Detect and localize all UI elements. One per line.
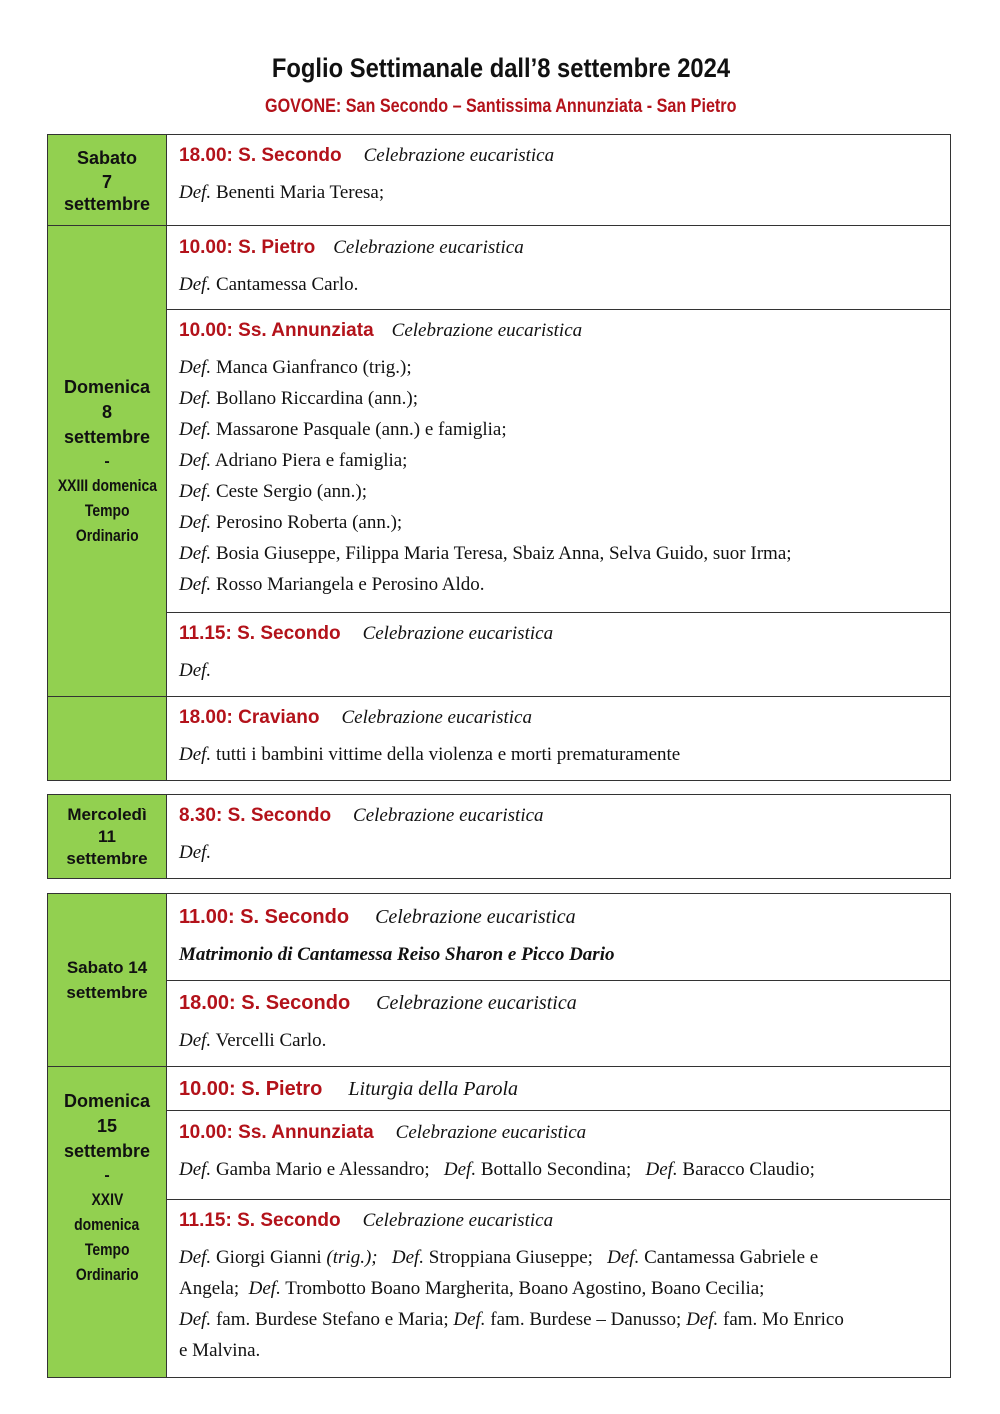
intention-text: fam. Burdese Stefano e Maria;: [215, 1309, 449, 1330]
event-time: 10.00: Ss. Annunziata: [179, 1122, 374, 1143]
page-subtitle: GOVONE: San Secondo – Santissima Annunziata - San Pietro: [265, 96, 737, 117]
def-label: Def.: [179, 1309, 212, 1330]
day-month: settembre: [63, 193, 151, 214]
intention-text: Baracco Claudio;: [682, 1159, 815, 1180]
intention-text: Giorgi Gianni: [215, 1247, 322, 1268]
event-type: Celebrazione eucaristica: [341, 707, 532, 728]
wedding-note: Matrimonio di Cantamessa Reiso Sharon e Picco Dario: [179, 944, 615, 965]
day-number: 7: [101, 171, 112, 192]
day-month: settembre: [63, 426, 151, 447]
intention-text: Angela;: [179, 1278, 240, 1299]
page-title: Foglio Settimanale dall’8 settembre 2024: [271, 53, 731, 83]
separator: -: [104, 1167, 110, 1184]
event-time: 11.00: S. Secondo: [179, 906, 350, 928]
liturgical-sunday: XXIV: [91, 1190, 123, 1209]
event-time: 10.00: S. Pietro: [179, 237, 316, 258]
def-label: Def.: [248, 1278, 281, 1299]
day-cell-domenica-15: [48, 1067, 167, 1377]
separator: -: [104, 452, 110, 470]
def-label: Def.: [179, 1030, 212, 1051]
day-cell-sabato-14: [48, 894, 167, 1066]
day-month: settembre: [66, 983, 148, 1002]
liturgical-season: Tempo: [84, 500, 130, 520]
intention-text: Gamba Mario e Alessandro;: [215, 1159, 430, 1180]
def-label: Def.: [179, 1159, 212, 1180]
intention-text: fam. Mo Enrico: [723, 1309, 844, 1330]
event-time: 11.15: S. Secondo: [179, 1210, 341, 1231]
event-sab14-1: [179, 906, 942, 970]
event-dom8-1: [179, 237, 942, 300]
def-label: Def.: [443, 1159, 477, 1180]
event-sab14-2: [179, 992, 942, 1056]
def-label: Def.: [179, 419, 212, 440]
day-label: Mercoledì: [67, 804, 147, 824]
def-label: Def.: [179, 660, 212, 681]
intention-text: Cantamessa Gabriele e: [644, 1247, 819, 1268]
liturgical-season: Tempo: [84, 1240, 130, 1259]
def-label: Def.: [179, 481, 212, 502]
intention-text: Massarone Pasquale (ann.) e famiglia;: [215, 419, 507, 440]
event-type: Celebrazione eucaristica: [353, 805, 544, 826]
def-label: Def.: [179, 274, 212, 295]
intention-text: Adriano Piera e famiglia;: [214, 450, 408, 471]
event-dom8-2: [179, 320, 942, 600]
intention-text: Ceste Sergio (ann.);: [215, 481, 368, 502]
intention-text: Rosso Mariangela e Perosino Aldo.: [215, 574, 485, 595]
week-block-3: [47, 893, 951, 1378]
day-label: Domenica: [63, 1091, 151, 1111]
event-sab7-1: [179, 145, 942, 208]
event-time: 18.00: S. Secondo: [179, 145, 342, 166]
day-month: settembre: [63, 1141, 151, 1161]
intention-text: Manca Gianfranco (trig.);: [215, 357, 412, 378]
week-block-1: [47, 134, 951, 781]
liturgical-season-2: Ordinario: [75, 525, 139, 545]
event-type: Celebrazione eucaristica: [375, 906, 576, 928]
intention-text: Perosino Roberta (ann.);: [215, 512, 403, 533]
def-label: Def.: [645, 1159, 678, 1180]
def-label: Def.: [179, 182, 212, 203]
week-block-2: [47, 794, 951, 879]
event-type: Celebrazione eucaristica: [376, 992, 577, 1014]
day-number: 11: [98, 826, 116, 846]
intention-note: (trig.);: [326, 1247, 378, 1268]
event-time: 11.15: S. Secondo: [179, 623, 341, 644]
def-label: Def.: [179, 388, 212, 409]
intention-text: Bottallo Secondina;: [480, 1159, 632, 1180]
day-cell-sabato-7: [48, 135, 167, 225]
intention-text: Cantamessa Carlo.: [215, 274, 359, 295]
intention-text: fam. Burdese – Danusso;: [490, 1309, 682, 1330]
day-number: 8: [101, 401, 112, 422]
def-label: Def.: [179, 842, 212, 863]
def-label: Def.: [686, 1309, 719, 1330]
def-label: Def.: [179, 744, 212, 765]
def-label: Def.: [607, 1247, 640, 1268]
intention-text: tutti i bambini vittime della violenza e morti prematuramente: [215, 744, 681, 765]
event-time: 10.00: S. Pietro: [179, 1078, 323, 1100]
day-label: Sabato 14: [66, 958, 148, 977]
liturgical-sunday: XXIII domenica: [57, 475, 157, 495]
def-label: Def.: [179, 543, 212, 564]
event-type: Celebrazione eucaristica: [391, 320, 583, 341]
event-mer11-1: [179, 805, 942, 868]
intention-text: Bollano Riccardina (ann.);: [215, 388, 419, 409]
event-time: 18.00: Craviano: [179, 707, 320, 728]
event-dom15-3: [179, 1210, 942, 1366]
day-cell-domenica-8: [48, 226, 167, 696]
event-time: 8.30: S. Secondo: [179, 805, 332, 826]
day-number: 15: [96, 1116, 118, 1136]
event-time: 18.00: S. Secondo: [179, 992, 351, 1014]
def-label: Def.: [179, 450, 212, 471]
event-type: Liturgia della Parola: [348, 1078, 519, 1100]
event-type: Celebrazione eucaristica: [333, 237, 524, 258]
event-time: 10.00: Ss. Annunziata: [179, 320, 374, 341]
event-type: Celebrazione eucaristica: [363, 145, 555, 166]
def-label: Def.: [179, 512, 212, 533]
event-dom15-1: [179, 1078, 942, 1101]
intention-text: Benenti Maria Teresa;: [215, 182, 385, 203]
intention-text: Vercelli Carlo.: [215, 1030, 327, 1051]
def-label: Def.: [453, 1309, 486, 1330]
event-type: Celebrazione eucaristica: [362, 623, 554, 644]
def-label: Def.: [391, 1247, 425, 1268]
day-cell-empty: [48, 697, 167, 780]
event-dom15-2: [179, 1122, 942, 1185]
day-label: Domenica: [63, 376, 151, 397]
event-dom8-3: [179, 623, 942, 686]
intention-text: Stroppiana Giuseppe;: [428, 1247, 593, 1268]
day-month: settembre: [66, 848, 148, 868]
intention-text: e Malvina.: [179, 1340, 261, 1361]
event-type: Celebrazione eucaristica: [395, 1122, 587, 1143]
day-label: Sabato: [76, 147, 137, 168]
def-label: Def.: [179, 1247, 212, 1268]
intention-text: Bosia Giuseppe, Filippa Maria Teresa, Sbaiz Anna, Selva Guido, suor Irma;: [215, 543, 792, 564]
event-dom8-4: [179, 707, 942, 770]
def-label: Def.: [179, 574, 212, 595]
intention-text: Trombotto Boano Margherita, Boano Agostino, Boano Cecilia;: [285, 1278, 765, 1299]
liturgical-sunday-2: domenica: [74, 1215, 140, 1234]
event-type: Celebrazione eucaristica: [362, 1210, 554, 1231]
def-label: Def.: [179, 357, 212, 378]
day-cell-mercoledi-11: [48, 795, 167, 878]
liturgical-season-2: Ordinario: [75, 1265, 139, 1284]
